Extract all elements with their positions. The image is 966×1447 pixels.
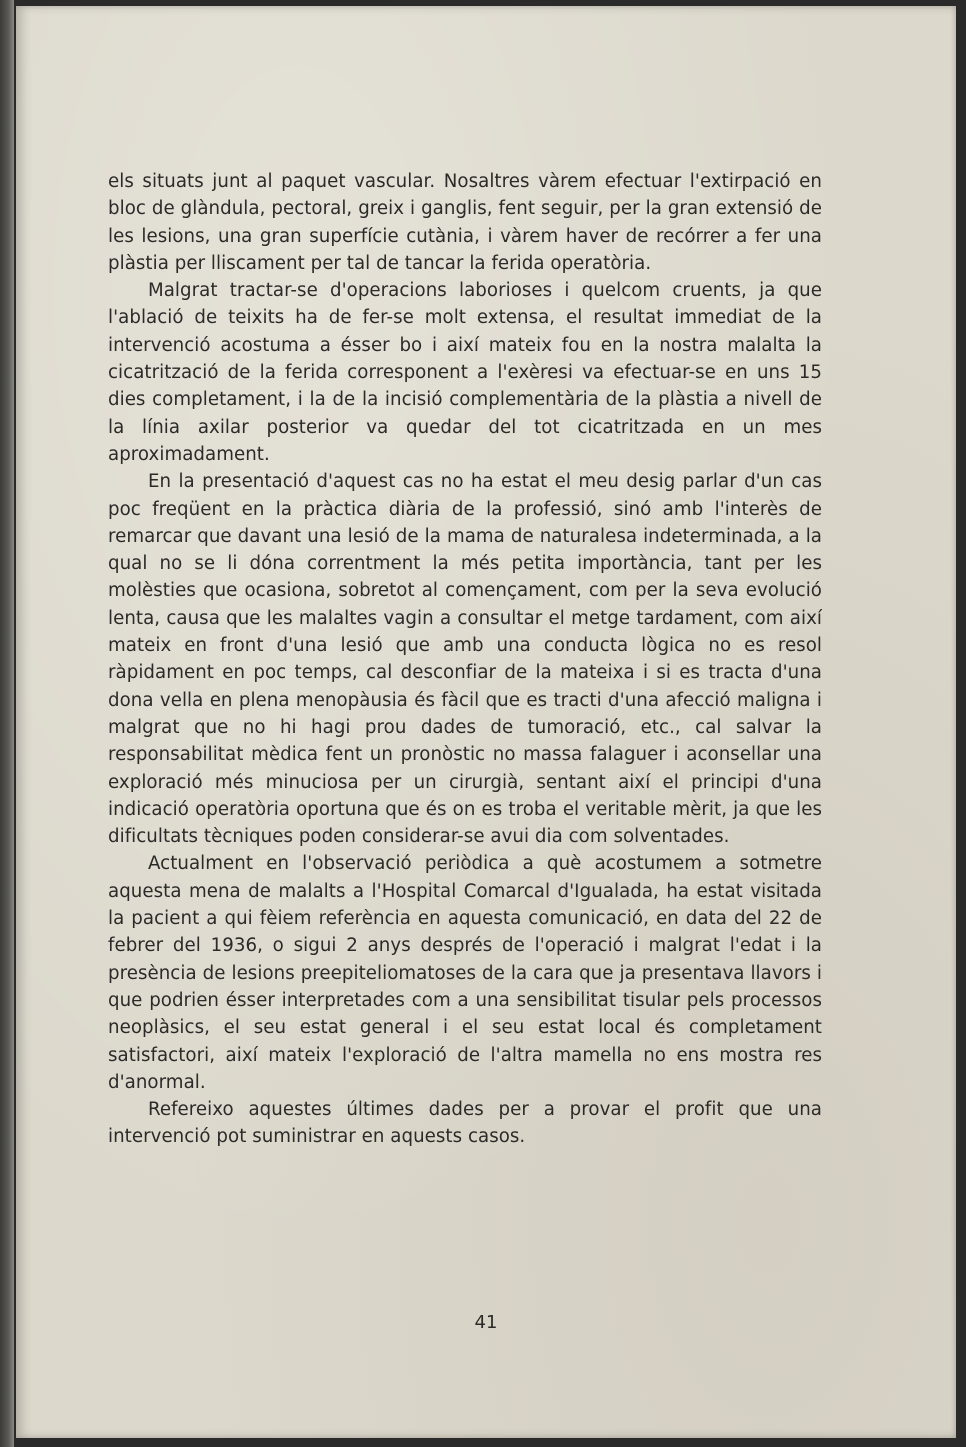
book-spine-edge: [0, 0, 14, 1447]
paragraph-operation-result: Malgrat tractar-se d'operacions laborioses i quelcom cruents, ja que l'ablació de teixits ha de fer-se molt extensa, el resultat immediat de la intervenció acostuma a ésser bo i així mateix fou en la nostra malalta la cicatrització de la ferida corresponent a l'exèresi va efectuar-se en uns 15 dies completament, i la de la incisió complementària de la plàstia a nivell de la línia axilar posterior va quedar del tot cicatritzada en un mes aproximadament.: [108, 280, 822, 465]
body-text: [108, 168, 822, 1151]
paragraph-follow-up: Actualment en l'observació periòdica a què acostumem a sotmetre aquesta mena de malalts a l'Hospital Comarcal d'Igualada, ha estat visitada la pacient a qui fèiem referència en aquesta comunicació, en data del 22 de febrer del 1936, o sigui 2 anys després de l'operació i malgrat l'edat i la presència de lesions preepiteliomatoses de la cara que ja presentava llavors i que podrien ésser interpretades com a una sensibilitat tisular pels processos neoplàsics, el seu estat general i el seu estat local és completament satisfactori, així mateix l'exploració de l'altra mamella no ens mostra res d'anormal.: [108, 853, 822, 1093]
paragraph-continuation: els situats junt al paquet vascular. Nosaltres vàrem efectuar l'extirpació en bloc de glàndula, pectoral, greix i ganglis, fent seguir, per la gran extensió de les lesions, una gran superfície cutània, i vàrem haver de recórrer a fer una plàstia per lliscament per tal de tancar la ferida operatòria.: [108, 171, 822, 274]
paragraph-conclusion: Refereixo aquestes últimes dades per a provar el profit que una intervenció pot suministrar en aquests casos.: [108, 1099, 822, 1148]
paragraph-case-presentation: En la presentació d'aquest cas no ha estat el meu desig parlar d'un cas poc freqüent en la pràctica diària de la professió, sinó amb l'interès de remarcar que davant una lesió de la mama de naturalesa indeterminada, a la qual no se li dóna correntment la més petita importància, tant per les molèsties que ocasiona, sobretot al començament, com per la seva evolució lenta, causa que les malaltes vagin a consultar el metge tardament, com així mateix en front d'una lesió que amb una conducta lògica no es resol ràpidament en poc temps, cal desconfiar de la mateixa i si es tracta d'una dona vella en plena menopàusia és fàcil que es tracti d'una afecció maligna i malgrat que no hi hagi prou dades de tumoració, etc., cal salvar la responsabilitat mèdica fent un pronòstic no massa falaguer i aconsellar una exploració més minuciosa per un cirurgià, sentant així el principi d'una indicació operatòria oportuna que és on es troba el veritable mèrit, ja que les dificultats tècniques poden considerar-se avui dia com solventades.: [108, 471, 822, 848]
document-page: [16, 6, 956, 1438]
page-number: 41: [474, 1312, 498, 1333]
